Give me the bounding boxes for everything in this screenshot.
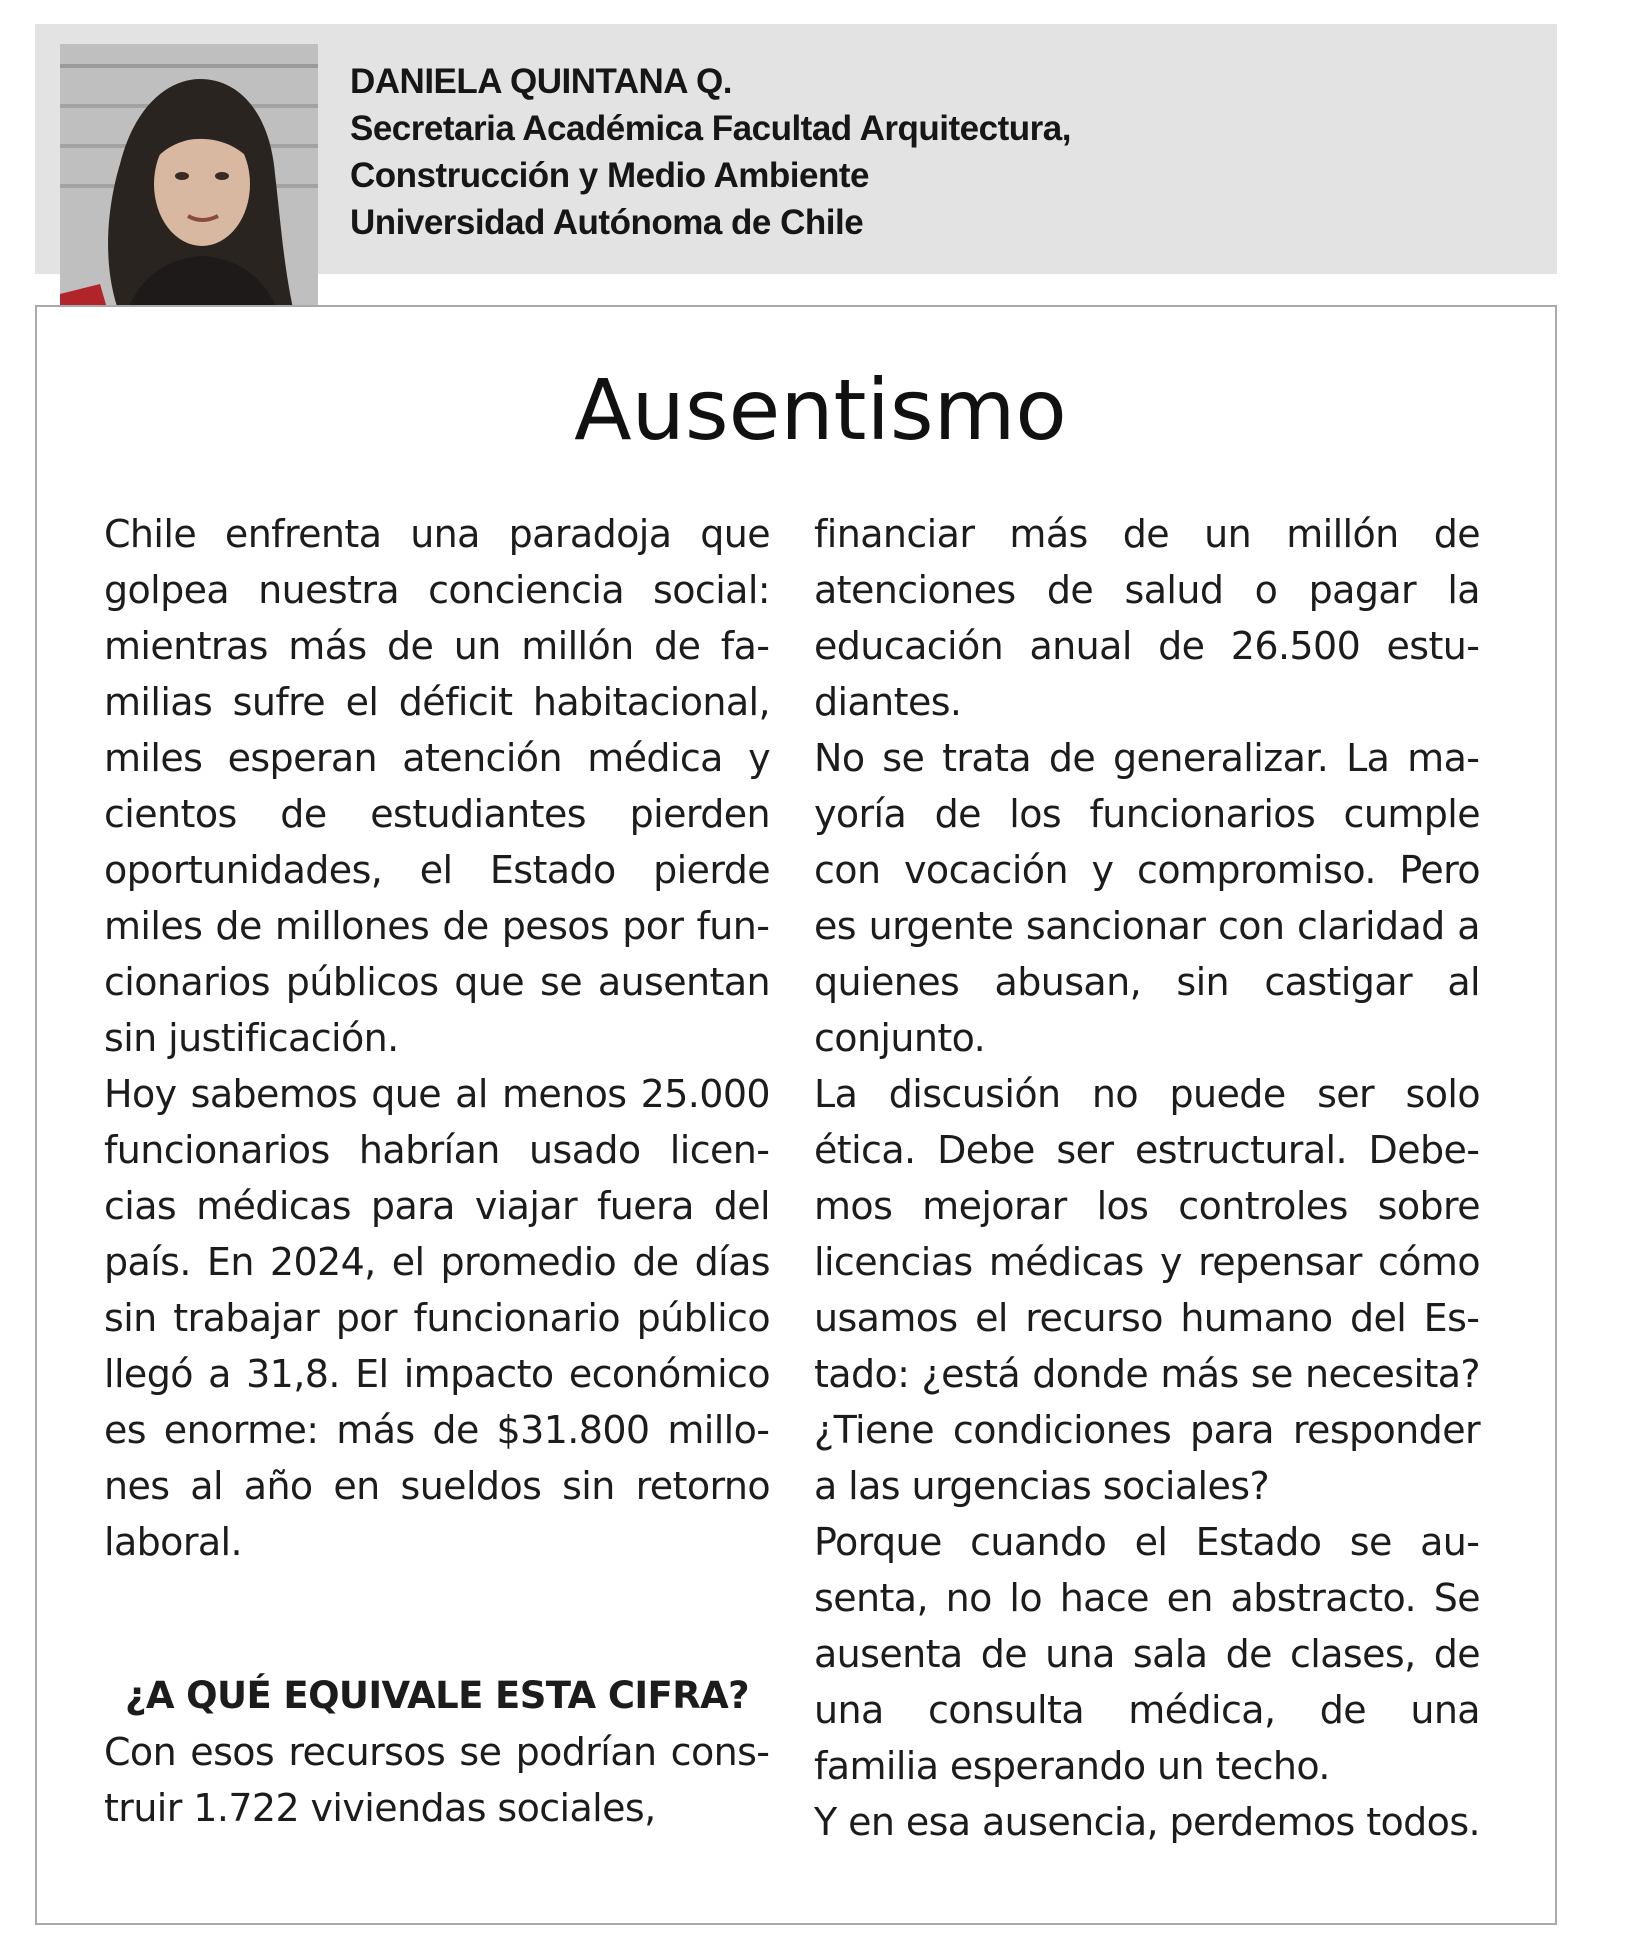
author-institution: Universidad Autónoma de Chile [350,203,864,242]
paragraph-data: Hoy sabemos que al menos 25.000 funcionarios habrían usado licencias médicas para viajar fuera del país. En 2024, el promedio de días sin trabajar por funcionario público llegó a 31,8. El impacto económico es enorme: más de $31.800 millones al año en sueldos sin retorno laboral. [104,1072,770,1564]
paragraph-absence: Porque cuando el Estado se ausenta, no lo hace en abstracto. Se ausenta de una sala de clases, de una consulta médica, de una familia esperando un techo. [814,1520,1480,1788]
paragraph-intro: Chile enfrenta una paradoja que golpea nuestra conciencia social: mientras más de un millón de familias sufre el déficit habitacional, miles esperan atención médica y cientos de estudiantes pierden oportunidades, el Estado pierde miles de millones de pesos por funcionarios públicos que se ausentan sin justificación. [104,512,770,1060]
author-byline [350,58,1500,246]
article-subheading: ¿A QUÉ EQUIVALE ESTA CIFRA? [124,1674,750,1717]
article-left-column [104,506,770,1836]
author-portrait-image [60,44,318,336]
author-role-line-2: Construcción y Medio Ambiente [350,156,869,195]
paragraph-resources-continued: financiar más de un millón de atenciones de salud o pagar la educación anual de 26.500 estudiantes. [814,512,1480,724]
paragraph-generalize: No se trata de generalizar. La mayoría de los funcionarios cumple con vocación y compromiso. Pero es urgente sancionar con claridad a quienes abusan, sin castigar al conjunto. [814,736,1480,1060]
article-right-column [814,506,1480,1850]
paragraph-resources: Con esos recursos se podrían construir 1.722 viviendas sociales, [104,1730,770,1830]
author-name: DANIELA QUINTANA Q. [350,62,732,101]
paragraph-structural: La discusión no puede ser solo ética. Debe ser estructural. Debemos mejorar los controles sobre licencias médicas y repensar cómo usamos el recurso humano del Estado: ¿está donde más se necesita? ¿Tiene condiciones para responder a las urgencias sociales? [814,1072,1480,1508]
paragraph-closing: Y en esa ausencia, perdemos todos. [814,1800,1480,1844]
author-role-line-1: Secretaria Académica Facultad Arquitectura, [350,109,1071,148]
article-title: Ausentismo [574,361,1067,459]
author-photo [60,44,318,336]
